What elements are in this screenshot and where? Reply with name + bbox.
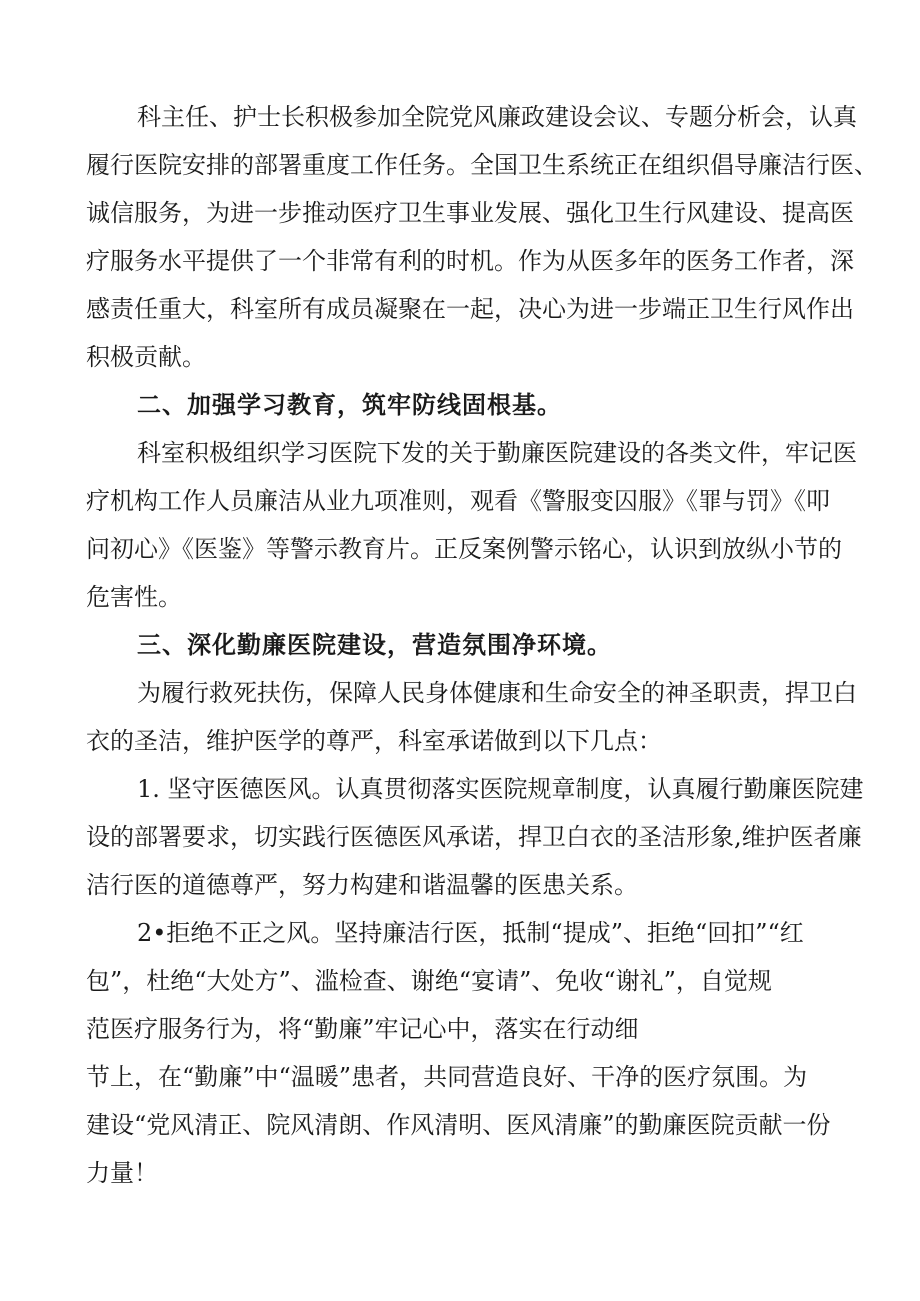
- document-page: 科主任、护士长积极参加全院党风廉政建设会议、专题分析会，认真 履行医院安排的部署重度工作任务。全国卫生系统正在组织倡导廉洁行医、 诚信服务，为进一步推动医疗卫生事业发展、强化卫生行风建设、提高医 疗服务水平提供了一个非常有利的时机。作为从医多年的医务工作者，深 感责任重大，科室所有成员凝聚在一起，决心为进一步端正卫生行风作出 积极贡献。 二、加强学习教育，筑牢防线固根基。 科室积极组织学习医院下发的关于勤廉医院建设的各类文件，牢记医 疗机构工作人员廉洁从业九项准则，观看《警服变囚服》《罪与罚》《叩 问初心》《医鉴》等警示教育片。正反案例警示铭心，认识到放纵小节的 危害性。 三、深化勤廉医院建设，营造氛围净环境。 为履行救死扶伤，保障人民身体健康和生命安全的神圣职责，捍卫白 衣的圣洁，维护医学的尊严，科室承诺做到以下几点： 1. 坚守医德医风。认真贯彻落实医院规章制度，认真履行勤廉医院建 设的部署要求，切实践行医德医风承诺，捍卫白衣的圣洁形象,维护医者廉 洁行医的道德尊严，努力构建和谐温馨的医患关系。 2•拒绝不正之风。坚持廉洁行医，抵制“提成”、拒绝“回扣”“红 包”，杜绝“大处方”、滥检查、谢绝“宴请”、免收“谢礼”，自觉规 范医疗服务行为，将“勤廉”牢记心中，落实在行动细 节上，在“勤廉”中“温暖”患者，共同营造良好、干净的医疗氛围。为 建设“党风清正、院风清朗、作风清明、医风清廉”的勤廉医院贡献一份 力量！: [86, 103, 878, 1187]
